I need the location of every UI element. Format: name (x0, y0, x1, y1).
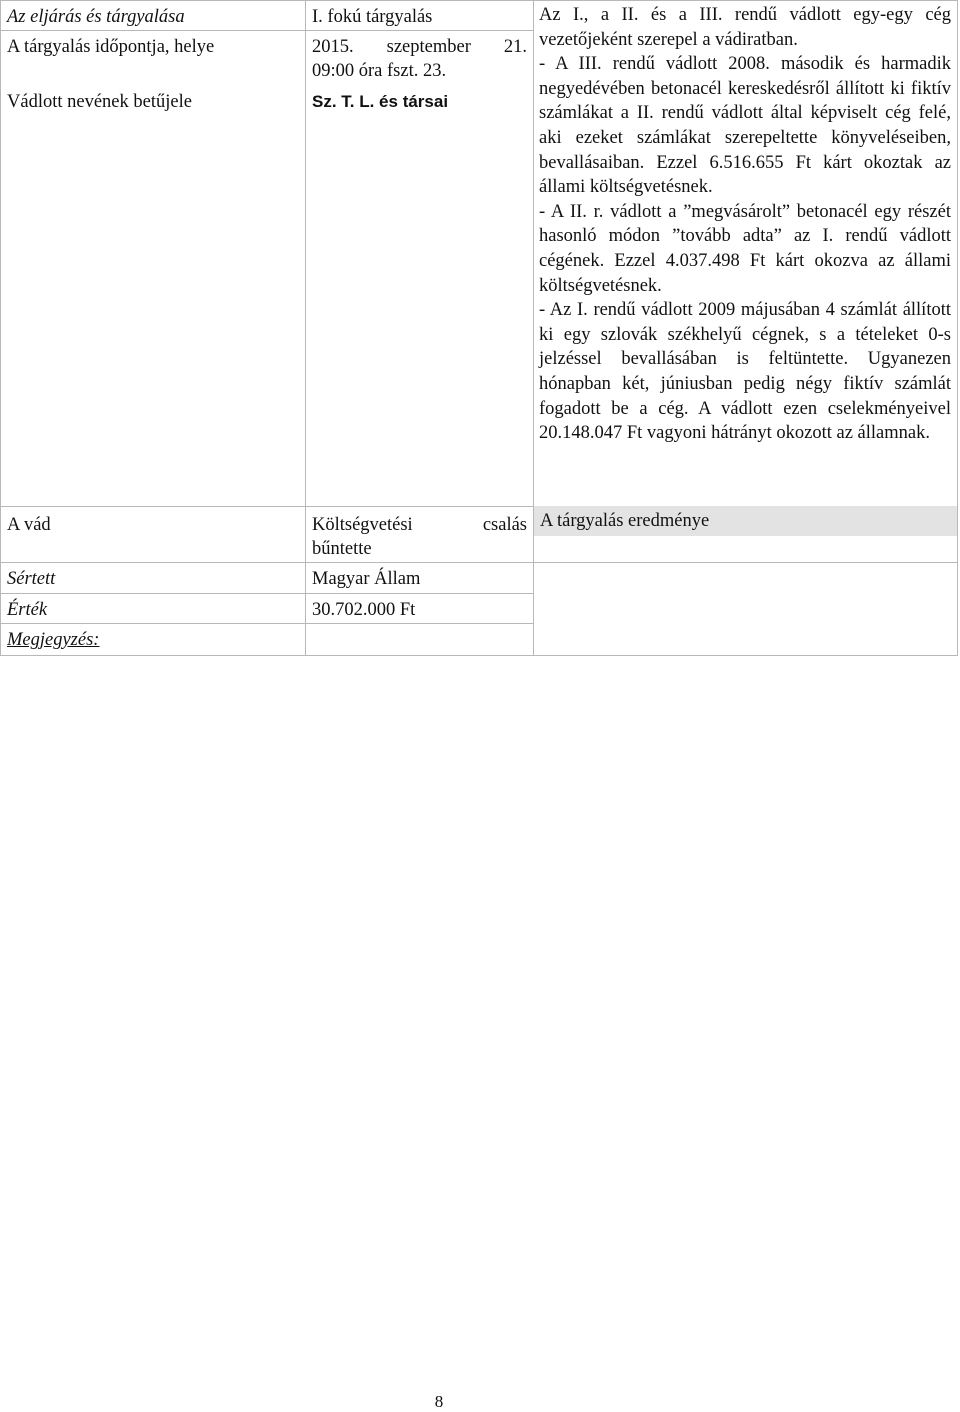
defendant-label: Vádlott nevének betűjele (7, 92, 192, 112)
result-header: A tárgyalás eredménye (534, 506, 957, 536)
procedure-label: Az eljárás és tárgyalása (7, 7, 185, 27)
description-paragraph: - A III. rendű vádlott 2008. második és harmadik negyedévében betonacél kereskedésről állított ki fiktív számlákat a II. rendű vádlott által képviselt cég felé, aki ezeket számlákat szerepeltette könyveléseiben, bevallásaiban. Ezzel 6.516.655 Ft kárt okoztak az állami költségvetésnek. (539, 54, 951, 198)
hearing-value (306, 31, 533, 89)
table-bottom-border (0, 655, 958, 656)
case-description (539, 3, 951, 446)
description-paragraph: - Az I. rendű vádlott 2009 májusában 4 számlát állított ki egy szlovák székhelyű cégnek, s a tételeket 0-s jelzéssel bevallásában is feltüntette. Ugyanezen hónapban két, júniusban pedig négy fiktív számlát fogadott be a cég. A vádlott ezen cselekményeivel 20.148.047 Ft vagyoni hátrányt okozott az államnak. (539, 300, 951, 444)
note-value (306, 624, 533, 655)
hearing-label: A tárgyalás időpontja, helye (7, 37, 215, 57)
table-right-border (957, 0, 958, 656)
procedure-value: I. fokú tárgyalás (312, 7, 433, 27)
charge-line2: bűntette (312, 539, 372, 559)
result-body (534, 563, 957, 655)
value-amount: 30.702.000 Ft (312, 600, 416, 620)
description-paragraph: Az I., a II. és a III. rendű vádlott egy-egy cég vezetőjeként szerepel a vádiratban. (539, 5, 951, 50)
hearing-place: 09:00 óra fszt. 23. (312, 61, 447, 81)
hearing-date: 2015. szeptember 21. (312, 37, 527, 57)
description-paragraph: - A II. r. vádlott a ”megvásárolt” betonacél egy részét hasonló módon ”tovább adta” az I. rendű vádlott cégének. Ezzel 4.037.498 Ft kárt okozva az állami költségvetésnek. (539, 201, 951, 296)
value-label: Érték (7, 600, 48, 620)
page-number: 8 (434, 1392, 444, 1411)
charge-value (306, 507, 533, 562)
charge-line1: Költségvetési csalás (312, 515, 527, 535)
victim-label: Sértett (7, 569, 56, 589)
note-label: Megjegyzés: (7, 630, 100, 650)
column-divider-2 (533, 0, 534, 656)
victim-value: Magyar Állam (312, 569, 421, 589)
charge-label: A vád (7, 515, 51, 535)
defendant-value: Sz. T. L. és társai (312, 92, 449, 111)
